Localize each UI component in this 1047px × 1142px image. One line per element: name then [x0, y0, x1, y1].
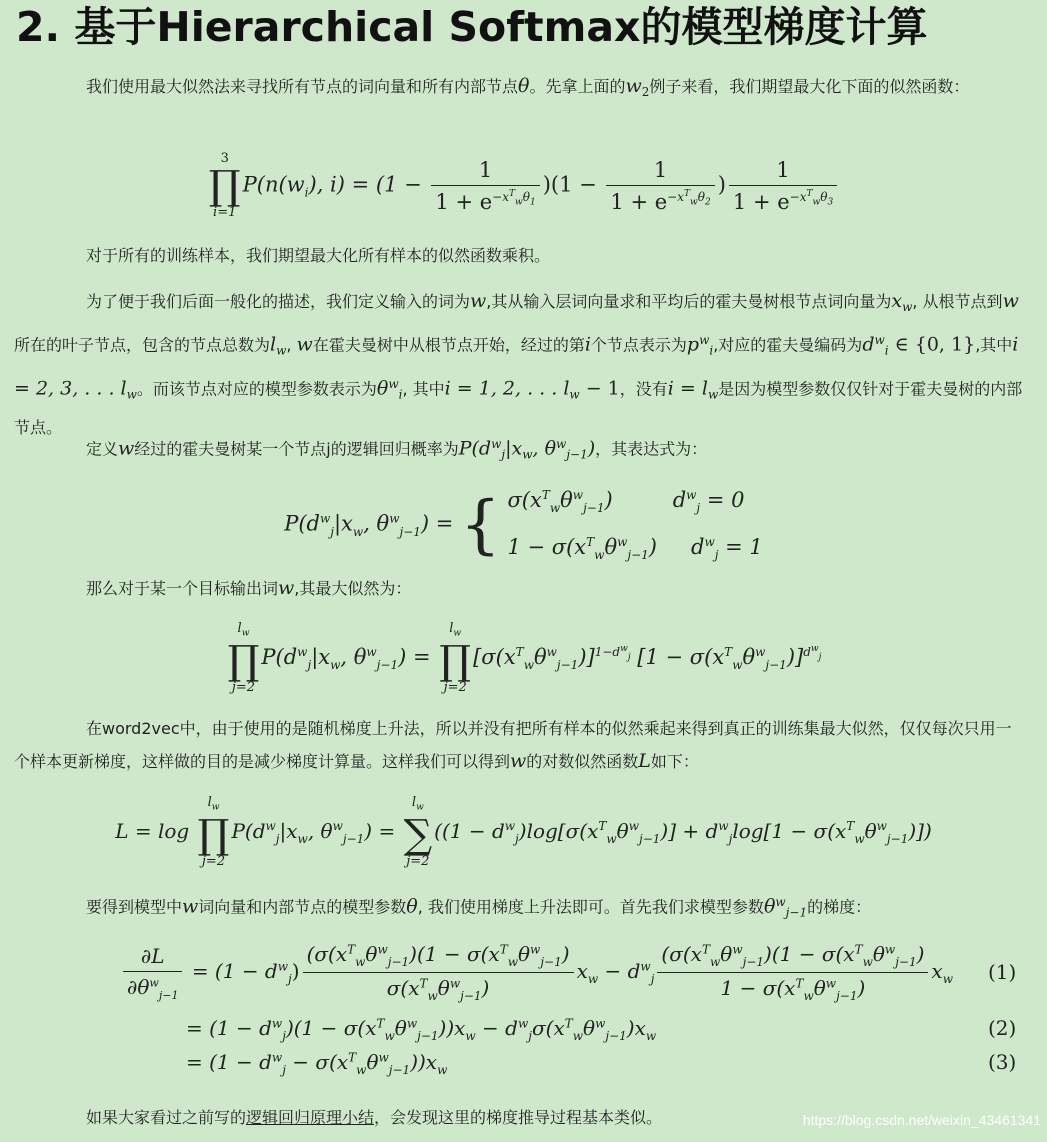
para1-text-a: 我们使用最大似然法来寻找所有节点的词向量和所有内部节点 [86, 77, 519, 96]
equation-tag-2: (2) [988, 1016, 1017, 1040]
equation-log-likelihood: $L = \log l_w$ ∏ $j=2P(d^w_j|x_w$, $\theta^w_{j-1}) = l_w$ ∑ $j=2((1 - d^w_j)\log[\sigma(x^T_w\theta^w_{j-1})] + d^w_j\log[1 - \sigma(x^T_w\theta^w_{j-1})])$ [115, 795, 932, 869]
equation-cases: $P(d^w_j|x_w$, $\theta^w_{j-1}$) = { $\sigma(x^T_w\theta^w_{j-1}) d^w_j = 0$ $1 - \sigma(x^T_w\theta^w_{j-1}) d^w_j = 1$ [0, 478, 1047, 572]
fraction-2: $\frac{1}{1 + e^{-x^T_w\theta_2}}$ [606, 158, 714, 214]
para-word2vec-sga: 在word2vec中，由于使用的是随机梯度上升法，所以并没有把所有样本的似然乘起来得到真正的训练集最大似然，仅仅每次只用一个样本更新梯度，这样做的目的是减少梯度计算量。这样我们可以得到w的对数似然函数L如下： [14, 719, 1012, 772]
gradient-row-3: = $(1 - d^w_j - \sigma(x^T_w\theta^w_{j-1}))x_w$ [186, 1050, 448, 1077]
w-symbol: w [625, 75, 642, 97]
eq1-lhs: P(n(w [242, 172, 305, 197]
para-max-likelihood: 那么对于某一个目标输出词w,其最大似然为： [86, 577, 412, 599]
left-brace: { [460, 488, 501, 563]
gradient-row-2: = $(1 - d^w_j)(1 - \sigma(x^T_w\theta^w_{j-1}))x_w - d^w_j\sigma(x^T_w\theta^w_{j-1})x_w$ [186, 1016, 657, 1043]
section-heading: 2. 基于Hierarchical Softmax的模型梯度计算 [16, 3, 928, 51]
w-subscript: 2 [641, 85, 650, 100]
prod-lower: i=1 [213, 205, 237, 220]
watermark: https://blog.csdn.net/weixin_43461341 [802, 1112, 1041, 1128]
para1-text-c: 例子来看，我们期望最大化下面的似然函数： [649, 77, 970, 96]
equation-tag-3: (3) [988, 1050, 1017, 1074]
fraction-3: $\frac{1}{1 + e^{-x^T_w\theta_3}}$ [729, 158, 837, 214]
para-logistic-prob: 定义w经过的霍夫曼树某一个节点j的逻辑回归概率为$P(d^w_j|x_w$, $\theta^w_{j-1}$)，其表达式为： [86, 437, 708, 462]
eq1-lhs2: ), i) = (1 − [308, 172, 422, 197]
para-all-samples: 对于所有的训练样本，我们期望最大化所有样本的似然函数乘积。 [86, 246, 551, 265]
equation-tag-1: (1) [988, 960, 1017, 984]
para-gradient-intro: 要得到模型中w词向量和内部节点的模型参数θ, 我们使用梯度上升法即可。首先我们求模型参数$\theta^w_{j-1}$的梯度： [86, 895, 872, 920]
prod-upper: 3 [220, 151, 229, 166]
theta-symbol: θ [518, 75, 530, 97]
equation-max-likelihood: $l_w$ ∏ $j=2P(d^w_j|x_w$, $\theta^w_{j-1}) = l_w$ ∏ $j=2[\sigma(x^T_w\theta^w_{j-1})]^{1-d^w_j}$ $[1 - \sigma(x^T_w\theta^w_{j-1})]^{d^w_j}$ [227, 621, 822, 695]
logistic-regression-link[interactable]: 逻辑回归原理小结 [246, 1108, 375, 1127]
para-definitions: 为了便于我们后面一般化的描述，我们定义输入的词为w,其从输入层词向量求和平均后的霍夫曼树根节点词向量为$x_w$, 从根节点到w所在的叶子节点，包含的节点总数为$l_w$, w在霍夫曼树中从根节点开始，经过的第i个节点表示为$p^w_i$,对应的霍夫曼编码为$d^w_i$ ∈ {0, 1},其中i = 2, 3, . . . $l_w$。而该节点对应的模型参数表示为$\theta^w_i$, 其中i = 1, 2, . . . $l_w - 1$，没有$i = l_w$是因为模型参数仅仅针对于霍夫曼树的内部节点。 [14, 290, 1023, 438]
para-conclusion: 如果大家看过之前写的逻辑回归原理小结，会发现这里的梯度推导过程基本类似。 [86, 1108, 663, 1127]
gradient-row-1: $\frac{\partial L}{\partial\theta^w_{j-1}}$ = $(1 - d^w_j)$ $\frac{(\sigma(x^T_w\theta^w_{j-1})(1 - \sigma(x^T_w\theta^w_{j-1})}{\sigma(x^T_w\theta^w_{j-1})}$ $x_w - d^w_j$ $\frac{(\sigma(x^T_w\theta^w_{j-1})(1 - \sigma(x^T_w\theta^w_{j-1})}{1 - \sigma(x^T_w\theta^w_{j-1})}$ $x_w$ [120, 942, 953, 1003]
cases-block: $\sigma(x^T_w\theta^w_{j-1}) d^w_j = 0$ $1 - \sigma(x^T_w\theta^w_{j-1}) d^w_j = 1$ [507, 488, 763, 563]
fraction-1: $\frac{1}{1 + e^{-x^T_w\theta_1}}$ [431, 158, 539, 214]
product-operator: 3 ∏ i=1 [208, 151, 241, 220]
equation-product-likelihood: 3 ∏ $i=1P(n(w_i)$, i) = (1 − $\frac{1}{1 + e^{-x^T_w\theta_1}}$ )(1 − $\frac{1}{1 + e^{-x^T_w\theta_2}}$ ) $\frac{1}{1 + e^{-x^T_w\theta_3}}$ [0, 152, 1047, 220]
para-likelihood-intro [14, 70, 1024, 108]
para1-text-b: 。先拿上面的 [529, 77, 626, 96]
